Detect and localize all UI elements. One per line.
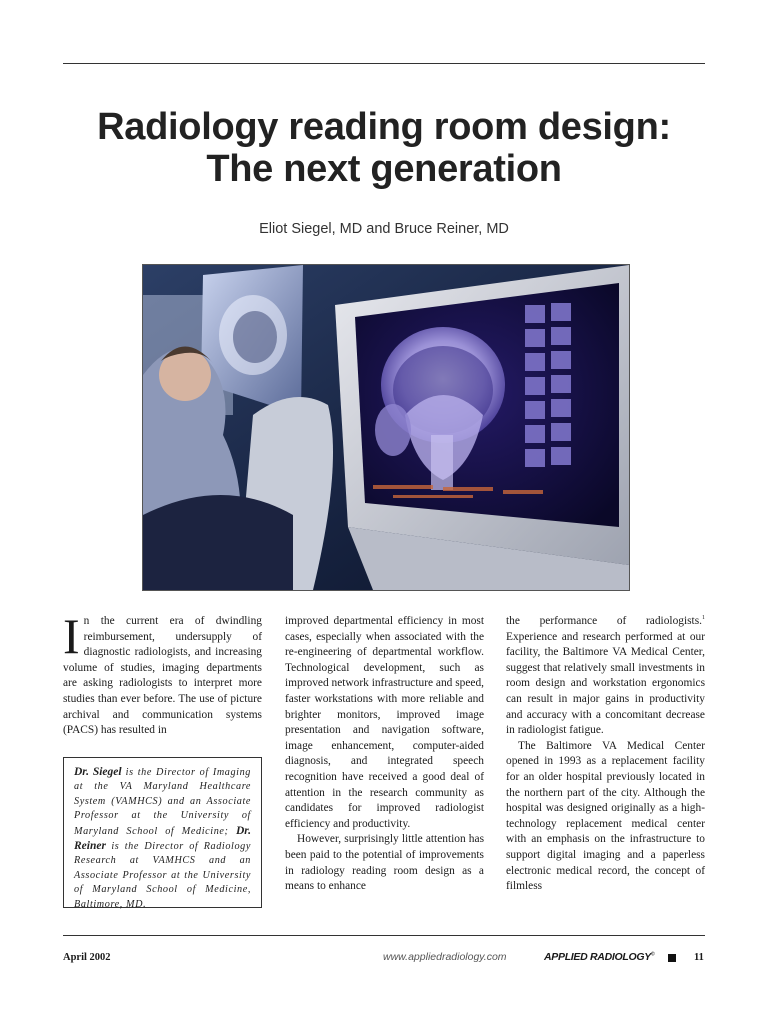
- column-1: [63, 608, 262, 739]
- paragraph-text: the performance of radiologists.: [506, 615, 702, 627]
- title-line-1: Radiology reading room design:: [97, 106, 671, 148]
- bio-name-reiner: Dr. Reiner: [74, 824, 251, 853]
- title-line-2: The next generation: [206, 148, 562, 190]
- brand-name: APPLIED RADIOLOGY: [544, 951, 651, 963]
- bio-text-reiner: is the Director of Radiology Research at VAMHCS and an Associate Professor at the University of Maryland School of Medicine, Baltimore, MD.: [74, 841, 251, 910]
- footer-date: April 2002: [63, 952, 111, 963]
- reference-marker: 1: [702, 615, 705, 622]
- drop-cap: I: [63, 608, 80, 664]
- footer-brand: [544, 951, 654, 963]
- page-footer: [63, 951, 705, 967]
- paragraph: However, surprisingly little attention has been paid to the potential of improvements in radiology reading room design as a means to enhance: [285, 833, 484, 893]
- intro-paragraph: [63, 608, 262, 739]
- column-3: [506, 614, 705, 895]
- footer-url: www.appliedradiology.com: [383, 951, 507, 963]
- page-number: 11: [694, 952, 704, 963]
- square-bullet-icon: [668, 954, 676, 962]
- paragraph: [506, 614, 705, 739]
- paragraph: The Baltimore VA Medical Center opened in 1993 as a replacement facility for an older hospital previously located in the northern part of the city. Although the hospital was designed originally as a high-technology replacement medical center with an emphasis on the infrastructure to support digital imaging and a paperless electronic medical record, the concept of filmless: [506, 739, 705, 893]
- paragraph-text: Experience and research performed at our facility, the Baltimore VA Medical Center, suggest that relatively small investments in room design and workstation ergonomics can result in major gains in productivity and accuracy with a concomitant decrease in radiologist fatigue.: [506, 630, 705, 737]
- bio-name-siegel: Dr. Siegel: [74, 766, 122, 778]
- intro-text: n the current era of dwindling reimbursement, undersupply of diagnostic radiologists, and increasing volume of studies, imaging departments are asking radiologists to interpret more studies than ever before. The use of picture archival and communication systems (PACS) has resulted in: [63, 615, 262, 737]
- author-bio-box: [63, 757, 262, 908]
- brand-mark: ©: [650, 951, 655, 958]
- article-title: [60, 106, 708, 190]
- paragraph: improved departmental efficiency in most cases, especially when associated with the re-engineering of departmental workflow. Technological development, such as improved network infrastructure and speed, faster workstations with more reliable and brighter monitors, improved image presentation and navigation software, image enhancement, computer-aided diagnosis, and integrated speech recognition have received a good deal of attention in the research community as candidates for improved radiologist efficiency and productivity.: [285, 615, 484, 830]
- bottom-rule: [63, 935, 705, 936]
- bio-text-siegel: is the Director of Imaging at the VA Maryland Healthcare System (VAMHCS) and an Associate Professor at the University of Maryland School of Medicine;: [74, 767, 251, 837]
- column-2: [285, 614, 484, 895]
- top-rule: [63, 63, 705, 64]
- hero-photo: [142, 264, 630, 591]
- author-byline: Eliot Siegel, MD and Bruce Reiner, MD: [259, 221, 509, 237]
